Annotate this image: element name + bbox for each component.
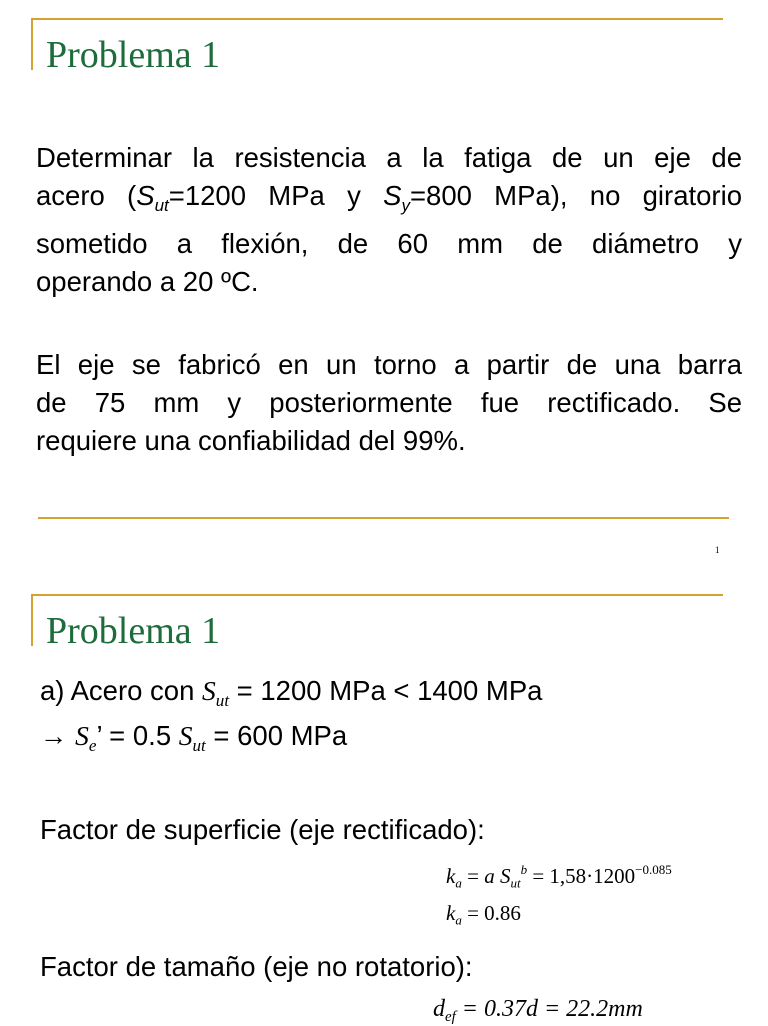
page-number: 1 (715, 545, 720, 555)
slide2-title: Problema 1 (46, 610, 221, 652)
paragraph-1-line-2: acero ($S_{ut}=1200$ MPa y $S_y=800$ MPa), no giratorio (36, 180, 742, 215)
steel-strength-line: a) Acero con $S_{ut} = 1200$ MPa < 1400 MPa (40, 675, 543, 710)
paragraph-1-line-3: sometido a flexión, de 60 mm de diámetro y (36, 227, 742, 259)
slide1-top-rule (31, 18, 723, 20)
paragraph-2-line-3: requiere una confiabilidad del 99%. (36, 425, 466, 456)
paragraph-2-line-1: El eje se fabricó en un torno a partir de una barra (36, 349, 742, 380)
slide1-title: Problema 1 (46, 34, 221, 76)
slide1-paragraph-1 (36, 139, 742, 301)
slide1-left-rule (31, 18, 33, 70)
endurance-limit-line: → $S_e$’ = 0.5 $S_{ut} = 600$ MPa (40, 720, 348, 755)
arrow-right-icon: → (40, 720, 68, 751)
slide1-paragraph-2 (36, 346, 742, 460)
surface-factor-result: $k_a = 0.86$ (446, 901, 521, 928)
surface-factor-heading: Factor de superficie (eje rectificado): (40, 814, 485, 845)
effective-diameter-equation: $d_{ef} = 0.37d = 22.2mm$ (433, 996, 643, 1026)
paragraph-1-line-4: operando a 20 ºC. (36, 265, 259, 297)
paragraph-1-line-1: Determinar la resistencia a la fatiga de un eje de (36, 142, 742, 173)
size-factor-heading: Factor de tamaño (eje no rotatorio): (40, 951, 473, 982)
slide2-top-rule (31, 594, 723, 596)
slide1-bottom-rule (38, 517, 729, 519)
paragraph-2-line-2: de 75 mm y posteriormente fue rectificado. Se (36, 387, 742, 418)
surface-factor-equation: $k_a = a$ $S_{ut}^b = 1,58\cdot 1200^{-0.085}$ (446, 862, 672, 891)
slide2-left-rule (31, 594, 33, 646)
